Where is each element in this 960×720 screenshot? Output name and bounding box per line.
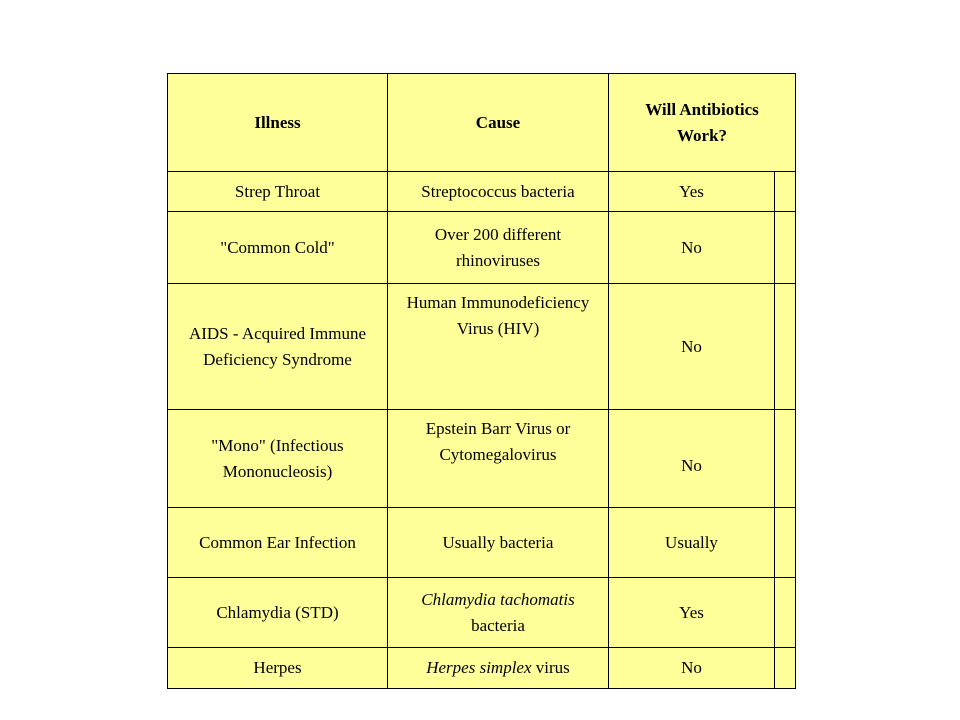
illness-antibiotics-table bbox=[167, 73, 796, 689]
cell-cause: Epstein Barr Virus or Cytomegalovirus bbox=[425, 419, 571, 464]
cell-illness: Chlamydia (STD) bbox=[216, 602, 339, 622]
cell-antibiotics: No bbox=[681, 455, 702, 475]
cell-illness: "Common Cold" bbox=[220, 237, 335, 257]
cell-illness: Strep Throat bbox=[234, 181, 321, 201]
cell-antibiotics: Yes bbox=[679, 181, 704, 201]
scientific-name: Herpes simplex bbox=[426, 658, 532, 677]
column-divider bbox=[774, 171, 775, 688]
cell-antibiotics: Usually bbox=[665, 532, 718, 552]
cell-antibiotics: No bbox=[681, 336, 702, 356]
scientific-name: Chlamydia tachomatis bbox=[421, 589, 575, 609]
cell-antibiotics: No bbox=[681, 658, 702, 677]
cell-cause: Over 200 different rhinoviruses bbox=[434, 224, 562, 270]
cell-illness: AIDS - Acquired Immune Deficiency Syndrome bbox=[188, 323, 367, 369]
cell-illness: "Mono" (Infectious Mononucleosis) bbox=[211, 435, 344, 481]
cell-antibiotics: Yes bbox=[679, 602, 704, 622]
cell-antibiotics: No bbox=[681, 237, 702, 257]
header-antibiotics: Will Antibiotics Work? bbox=[645, 99, 759, 145]
cell-illness: Herpes bbox=[253, 658, 302, 677]
cause-suffix: virus bbox=[531, 658, 570, 677]
header-cause: Cause bbox=[475, 112, 521, 132]
cell-cause: Streptococcus bacteria bbox=[421, 181, 575, 201]
cell-cause: Human Immunodeficiency Virus (HIV) bbox=[406, 293, 590, 338]
cause-suffix: bacteria bbox=[471, 615, 525, 635]
cell-cause: Usually bacteria bbox=[442, 532, 554, 552]
cell-cause bbox=[388, 578, 608, 647]
cell-cause bbox=[388, 648, 608, 688]
cell-illness: Common Ear Infection bbox=[199, 532, 356, 552]
header-illness: Illness bbox=[254, 112, 301, 132]
